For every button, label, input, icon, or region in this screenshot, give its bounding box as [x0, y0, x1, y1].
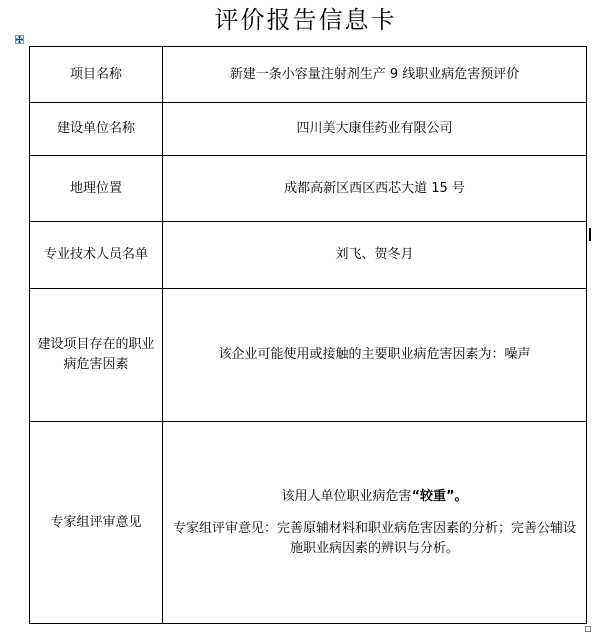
hazard-factors-label: 建设项目存在的职业病危害因素 [30, 289, 163, 422]
staff-list-label: 专业技术人员名单 [30, 222, 163, 289]
staff-list-value[interactable]: 刘飞、贺冬月 [163, 222, 587, 289]
document-title: 评价报告信息卡 [214, 6, 397, 34]
construction-unit-label: 建设单位名称 [30, 103, 163, 156]
hazard-factors-value[interactable]: 该企业可能使用或接触的主要职业病危害因素为：噪声 [163, 289, 587, 422]
table-move-handle-icon[interactable] [15, 35, 24, 44]
expert-opinion-text: 专家组评审意见：完善原辅材料和职业病危害因素的分析；完善公辅设施职业病因素的辨识与分析。 [172, 520, 576, 556]
project-name-label: 项目名称 [30, 47, 163, 103]
hazard-level-prefix: 该用人单位职业病危害 [281, 488, 412, 504]
table-row [30, 289, 587, 422]
construction-unit-value[interactable]: 四川美大康佳药业有限公司 [163, 103, 587, 156]
location-value[interactable]: 成都高新区西区西芯大道 15 号 [163, 156, 587, 222]
table-row [30, 103, 587, 156]
table-row [30, 156, 587, 222]
table-row [30, 47, 587, 103]
location-label: 地理位置 [30, 156, 163, 222]
info-card-table [29, 46, 587, 624]
table-row [30, 222, 587, 289]
project-name-value[interactable]: 新建一条小容量注射剂生产 9 线职业病危害预评价 [163, 47, 587, 103]
hazard-level-value: “较重”。 [411, 488, 468, 504]
text-cursor [589, 228, 591, 241]
expert-opinion-cell[interactable] [163, 422, 587, 624]
expert-opinion-label: 专家组评审意见 [30, 422, 163, 624]
hazard-level-line [169, 487, 580, 507]
table-row [30, 422, 587, 624]
table-resize-handle[interactable] [585, 626, 591, 632]
